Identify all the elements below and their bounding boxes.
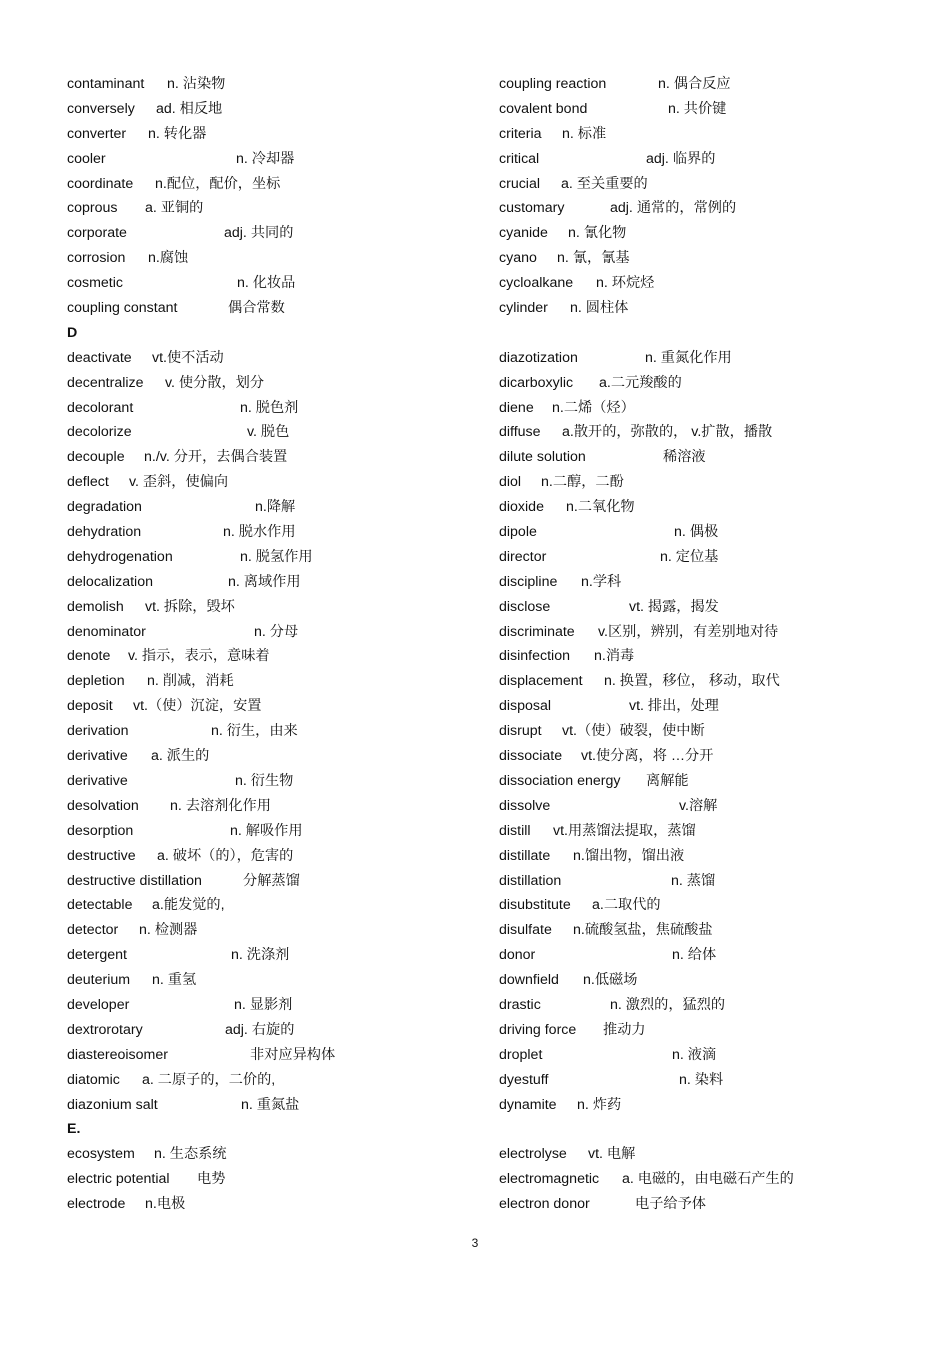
entry-term: corporate [67, 225, 127, 242]
glossary-entry [67, 445, 487, 470]
entry-definition: n. 削减，消耗 [147, 673, 234, 690]
glossary-entry [499, 172, 929, 197]
entry-definition: n.学科 [581, 573, 622, 590]
glossary-entry [499, 794, 929, 819]
entry-term: denote [67, 648, 111, 665]
glossary-entry [67, 570, 487, 595]
entry-term: conversely [67, 100, 135, 117]
glossary-entry [499, 147, 929, 172]
glossary-entry [499, 595, 929, 620]
entry-definition: v. 使分散，划分 [165, 374, 265, 391]
entry-term: dioxide [499, 499, 544, 516]
entry-definition: v. 脱色 [247, 424, 290, 441]
glossary-entry [67, 620, 487, 645]
entry-term: converter [67, 125, 127, 142]
page-number: 3 [471, 1236, 479, 1250]
entry-term: delocalization [67, 573, 153, 590]
entry-term: electrolyse [499, 1146, 567, 1163]
entry-definition: n. 去溶剂化作用 [170, 797, 271, 814]
glossary-entry [67, 495, 487, 520]
entry-term: diatomic [67, 1071, 120, 1088]
entry-definition: 分解蒸馏 [243, 872, 300, 889]
entry-term: discipline [499, 573, 558, 590]
entry-definition: n. 液滴 [672, 1046, 717, 1063]
entry-definition: a.二取代的 [592, 897, 661, 914]
entry-definition: n. 生态系统 [154, 1146, 227, 1163]
glossary-entry [499, 246, 929, 271]
entry-definition: n. 转化器 [148, 125, 207, 142]
entry-term: desolvation [67, 797, 139, 814]
glossary-entry [67, 1192, 487, 1217]
section-letter: D [67, 324, 78, 341]
entry-definition: vt. 揭露，揭发 [629, 598, 719, 615]
glossary-entry [499, 1167, 929, 1192]
entry-term: electron donor [499, 1196, 590, 1213]
section-heading-row [67, 321, 487, 346]
glossary-entry [67, 644, 487, 669]
glossary-entry [67, 844, 487, 869]
glossary-entry [499, 72, 929, 97]
entry-term: disubstitute [499, 897, 571, 914]
entry-term: diol [499, 474, 522, 491]
entry-definition: n. 炸药 [577, 1096, 622, 1113]
entry-definition: ad. 相反地 [156, 100, 223, 117]
entry-definition: 稀溶液 [663, 449, 706, 466]
entry-definition: n.二氧化物 [566, 499, 635, 516]
entry-definition: n. 显影剂 [234, 996, 293, 1013]
glossary-entry [67, 371, 487, 396]
entry-definition: v. 歪斜，使偏向 [129, 474, 229, 491]
glossary-entry [67, 595, 487, 620]
section-heading-row [499, 321, 929, 346]
entry-term: coprous [67, 200, 118, 217]
entry-term: distill [499, 822, 531, 839]
entry-definition: n. 共价键 [668, 100, 727, 117]
entry-definition: n. 氰化物 [568, 225, 627, 242]
entry-term: electrode [67, 1196, 126, 1213]
section-heading-row [499, 1117, 929, 1142]
entry-definition: a.散开的，弥散的， v.扩散，播散 [562, 424, 773, 441]
entry-definition: 非对应异构体 [250, 1046, 336, 1063]
glossary-entry [67, 719, 487, 744]
entry-term: downfield [499, 972, 559, 989]
glossary-entry [67, 172, 487, 197]
entry-definition: a.二元羧酸的 [599, 374, 682, 391]
glossary-entry [499, 420, 929, 445]
entry-term: dynamite [499, 1096, 557, 1113]
entry-term: destructive [67, 847, 136, 864]
glossary-entry [499, 918, 929, 943]
entry-definition: vt.使分离，将 …分开 [581, 748, 714, 765]
entry-definition: vt. 电解 [588, 1146, 636, 1163]
entry-definition: n. 环烷烃 [596, 275, 655, 292]
entry-definition: vt.（使）破裂，使中断 [562, 723, 705, 740]
glossary-entry [67, 1068, 487, 1093]
entry-definition: vt.（使）沉淀，安置 [133, 698, 262, 715]
entry-term: contaminant [67, 76, 145, 92]
entry-term: disinfection [499, 648, 570, 665]
entry-term: diffuse [499, 424, 541, 441]
entry-definition: n. 离域作用 [228, 573, 301, 590]
entry-definition: n. 圆柱体 [570, 300, 629, 317]
entry-term: derivation [67, 723, 129, 740]
entry-term: dipole [499, 524, 537, 541]
entry-term: degradation [67, 499, 142, 516]
entry-definition: n. 脱氢作用 [240, 548, 313, 565]
glossary-entry [67, 769, 487, 794]
entry-definition: vt. 排出，处理 [629, 698, 719, 715]
entry-term: distillation [499, 872, 562, 889]
entry-definition: n.馏出物，馏出液 [573, 847, 685, 864]
entry-term: detector [67, 922, 119, 939]
entry-definition: v. 指示，表示，意味着 [128, 648, 270, 665]
entry-definition: n. 偶合反应 [658, 76, 731, 92]
entry-definition: n. 脱水作用 [223, 524, 296, 541]
glossary-entry [67, 520, 487, 545]
entry-definition: n.二烯（烃） [552, 399, 635, 416]
entry-definition: a. 派生的 [151, 748, 210, 765]
entry-term: coupling reaction [499, 76, 607, 92]
entry-term: driving force [499, 1021, 577, 1038]
entry-definition: n. 衍生，由来 [211, 723, 298, 740]
glossary-entry [499, 570, 929, 595]
glossary-entry [499, 396, 929, 421]
entry-term: electromagnetic [499, 1171, 600, 1188]
glossary-entry [67, 221, 487, 246]
glossary-entry [499, 744, 929, 769]
glossary-entry [67, 1043, 487, 1068]
entry-term: dehydrogenation [67, 548, 173, 565]
glossary-entry [499, 769, 929, 794]
entry-definition: a. 二原子的，二价的, [142, 1071, 276, 1088]
section-heading-row [67, 1117, 487, 1142]
entry-definition: 推动力 [603, 1021, 646, 1038]
glossary-entry [67, 819, 487, 844]
entry-definition: n.电极 [145, 1196, 186, 1213]
glossary-entry [499, 1093, 929, 1118]
glossary-entry [67, 694, 487, 719]
glossary-entry [67, 744, 487, 769]
entry-term: deuterium [67, 972, 131, 989]
entry-term: drastic [499, 996, 541, 1013]
entry-definition: n./v. 分开，去偶合装置 [144, 449, 288, 466]
glossary-entry [499, 495, 929, 520]
glossary-entry [499, 669, 929, 694]
entry-term: disrupt [499, 723, 542, 740]
entry-term: coordinate [67, 175, 134, 192]
glossary-entry [67, 794, 487, 819]
glossary-entry [499, 943, 929, 968]
glossary-entry [67, 893, 487, 918]
entry-definition: n. 氰，氰基 [557, 250, 630, 267]
entry-term: demolish [67, 598, 124, 615]
glossary-entry [67, 122, 487, 147]
glossary-entry [67, 296, 487, 321]
glossary-entry [499, 1142, 929, 1167]
entry-term: decolorant [67, 399, 134, 416]
glossary-entry [499, 869, 929, 894]
entry-term: dilute solution [499, 449, 586, 466]
glossary-entry [67, 943, 487, 968]
entry-term: critical [499, 150, 540, 167]
entry-definition: n. 重氮盐 [241, 1096, 300, 1113]
entry-term: cosmetic [67, 275, 123, 292]
glossary-entry [499, 296, 929, 321]
entry-definition: adj. 通常的，常例的 [610, 200, 737, 217]
entry-term: dehydration [67, 524, 142, 541]
entry-definition: n.消毒 [594, 648, 635, 665]
entry-term: droplet [499, 1046, 543, 1063]
glossary-entry [499, 545, 929, 570]
glossary-entry [499, 844, 929, 869]
glossary-entry [499, 1043, 929, 1068]
entry-term: cyanide [499, 225, 548, 242]
entry-term: derivative [67, 748, 128, 765]
entry-definition: n. 换置，移位， 移动，取代 [604, 673, 780, 690]
entry-term: customary [499, 200, 565, 217]
entry-definition: n.腐蚀 [148, 250, 189, 267]
glossary-entry [67, 396, 487, 421]
entry-definition: n.硫酸氢盐，焦硫酸盐 [573, 922, 713, 939]
entry-term: disulfate [499, 922, 552, 939]
entry-term: dyestuff [499, 1071, 549, 1088]
glossary-entry [499, 346, 929, 371]
entry-definition: n.二醇，二酚 [541, 474, 624, 491]
entry-definition: n. 化妆品 [237, 275, 296, 292]
entry-term: detergent [67, 947, 127, 964]
entry-term: dicarboxylic [499, 374, 574, 391]
entry-definition: a.能发觉的, [152, 897, 225, 914]
entry-definition: n. 沾染物 [167, 76, 226, 92]
entry-term: director [499, 548, 547, 565]
glossary-entry [67, 1167, 487, 1192]
glossary-entry [499, 520, 929, 545]
entry-term: denominator [67, 623, 146, 640]
entry-definition: vt.用蒸馏法提取，蒸馏 [553, 822, 696, 839]
glossary-entry [499, 819, 929, 844]
entry-term: electric potential [67, 1171, 170, 1188]
entry-definition: n. 洗涤剂 [231, 947, 290, 964]
glossary-entry [67, 420, 487, 445]
entry-term: disposal [499, 698, 552, 715]
entry-definition: n. 解吸作用 [230, 822, 303, 839]
glossary-entry [67, 147, 487, 172]
entry-definition: n. 重氮化作用 [645, 349, 732, 366]
entry-definition: 电子给予体 [635, 1196, 706, 1213]
glossary-entry [67, 1142, 487, 1167]
glossary-entry [67, 346, 487, 371]
entry-definition: a. 电磁的，由电磁石产生的 [622, 1171, 794, 1188]
entry-definition: n. 衍生物 [235, 772, 294, 789]
entry-term: ecosystem [67, 1146, 135, 1163]
entry-definition: a. 亚铜的 [145, 200, 204, 217]
entry-term: cylinder [499, 300, 548, 317]
entry-definition: v.溶解 [679, 797, 718, 814]
glossary-entry [499, 445, 929, 470]
glossary-entry [499, 968, 929, 993]
entry-term: cycloalkane [499, 275, 574, 292]
entry-term: diene [499, 399, 534, 416]
entry-definition: n. 冷却器 [236, 150, 295, 167]
entry-definition: n. 分母 [254, 623, 299, 640]
glossary-entry [499, 620, 929, 645]
left-column [67, 72, 487, 1217]
entry-term: dextrorotary [67, 1021, 143, 1038]
entry-definition: 离解能 [646, 772, 689, 789]
entry-definition: n. 重氢 [152, 972, 197, 989]
entry-definition: n.低磁场 [583, 972, 638, 989]
entry-term: covalent bond [499, 100, 588, 117]
entry-term: discriminate [499, 623, 575, 640]
glossary-entry [67, 196, 487, 221]
entry-definition: adj. 临界的 [646, 150, 716, 167]
glossary-entry [67, 72, 487, 97]
glossary-entry [67, 271, 487, 296]
glossary-entry [67, 669, 487, 694]
entry-definition: n. 染料 [679, 1071, 724, 1088]
entry-definition: n. 检测器 [139, 922, 198, 939]
entry-term: diazonium salt [67, 1096, 158, 1113]
entry-definition: n. 给体 [672, 947, 717, 964]
right-column [499, 72, 929, 1217]
entry-definition: n. 脱色剂 [240, 399, 299, 416]
glossary-entry [499, 470, 929, 495]
entry-term: deposit [67, 698, 113, 715]
glossary-entry [499, 1192, 929, 1217]
entry-definition: n. 偶极 [674, 524, 719, 541]
glossary-entry [67, 993, 487, 1018]
glossary-entry [499, 1018, 929, 1043]
entry-term: decolorize [67, 424, 132, 441]
entry-definition: n.降解 [255, 499, 296, 516]
glossary-entry [67, 545, 487, 570]
entry-term: dissociate [499, 748, 563, 765]
entry-definition: n.配位，配价，坐标 [155, 175, 281, 192]
glossary-entry [67, 869, 487, 894]
entry-term: corrosion [67, 250, 126, 267]
entry-term: cyano [499, 250, 537, 267]
entry-term: destructive distillation [67, 872, 202, 889]
entry-definition: a. 破坏（的），危害的 [157, 847, 294, 864]
entry-definition: vt.使不活动 [152, 349, 224, 366]
entry-definition: a. 至关重要的 [561, 175, 648, 192]
entry-term: diazotization [499, 349, 578, 366]
entry-definition: n. 标准 [562, 125, 607, 142]
glossary-entry [499, 221, 929, 246]
entry-term: cooler [67, 150, 106, 167]
entry-term: diastereoisomer [67, 1046, 168, 1063]
entry-term: desorption [67, 822, 134, 839]
entry-term: criteria [499, 125, 542, 142]
glossary-entry [499, 993, 929, 1018]
entry-definition: adj. 右旋的 [225, 1021, 295, 1038]
glossary-entry [499, 271, 929, 296]
glossary-entry [499, 694, 929, 719]
entry-term: donor [499, 947, 536, 964]
section-letter: E. [67, 1121, 81, 1138]
glossary-entry [67, 1018, 487, 1043]
entry-definition: 偶合常数 [228, 300, 285, 317]
entry-term: depletion [67, 673, 125, 690]
glossary-entry [67, 918, 487, 943]
entry-term: decouple [67, 449, 125, 466]
glossary-entry [67, 470, 487, 495]
entry-term: detectable [67, 897, 133, 914]
entry-definition: adj. 共同的 [224, 225, 294, 242]
glossary-entry [499, 371, 929, 396]
glossary-entry [67, 968, 487, 993]
entry-definition: n. 蒸馏 [671, 872, 716, 889]
entry-term: displacement [499, 673, 583, 690]
glossary-entry [499, 196, 929, 221]
glossary-entry [67, 97, 487, 122]
entry-term: distillate [499, 847, 551, 864]
entry-definition: n. 定位基 [660, 548, 719, 565]
entry-term: coupling constant [67, 300, 178, 317]
entry-definition: v.区别，辨别，有差别地对待 [598, 623, 779, 640]
entry-term: derivative [67, 772, 128, 789]
glossary-entry [67, 246, 487, 271]
glossary-entry [499, 719, 929, 744]
entry-term: deflect [67, 474, 109, 491]
entry-definition: 电势 [197, 1171, 226, 1188]
entry-term: developer [67, 996, 130, 1013]
entry-term: dissolve [499, 797, 551, 814]
glossary-entry [499, 97, 929, 122]
glossary-entry [499, 1068, 929, 1093]
entry-term: disclose [499, 598, 551, 615]
glossary-entry [499, 893, 929, 918]
glossary-entry [499, 644, 929, 669]
entry-definition: n. 激烈的，猛烈的 [610, 996, 726, 1013]
entry-term: decentralize [67, 374, 144, 391]
entry-definition: vt. 拆除，毁坏 [145, 598, 235, 615]
glossary-entry [499, 122, 929, 147]
entry-term: crucial [499, 175, 540, 192]
glossary-entry [67, 1093, 487, 1118]
entry-term: deactivate [67, 349, 132, 366]
entry-term: dissociation energy [499, 772, 621, 789]
